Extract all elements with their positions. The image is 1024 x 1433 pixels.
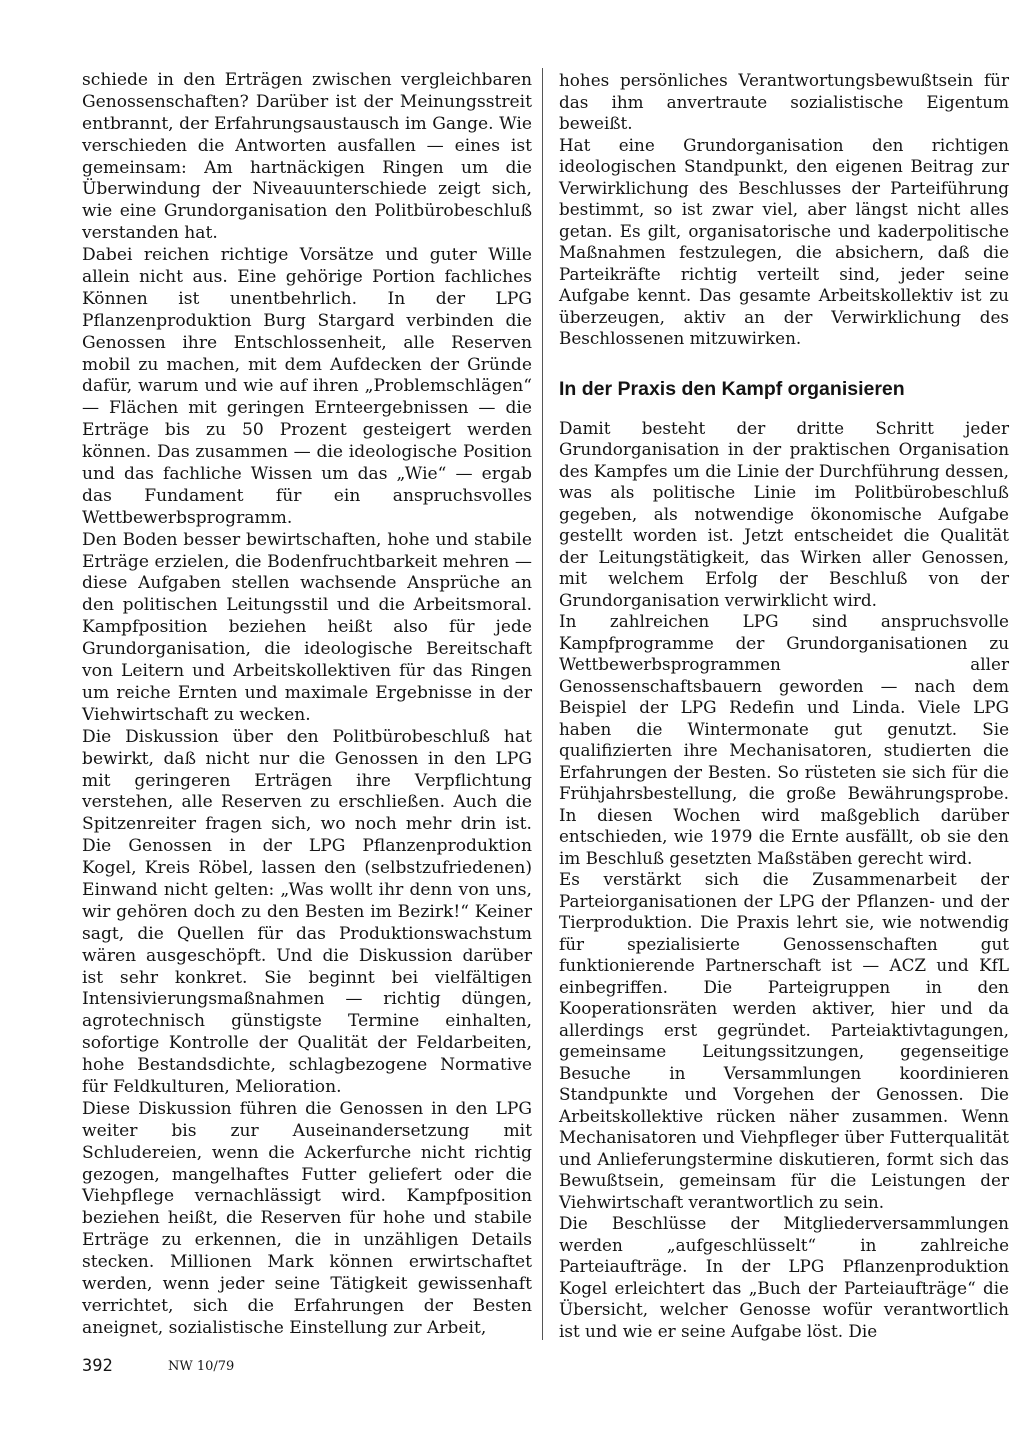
paragraph: Diese Diskussion führen die Genossen in den LPG weiter bis zur Auseinandersetzung mit Schludereien, wenn die Ackerfurche nicht richtig gezogen, mangelhaftes Futter geliefert oder die Viehpflege vernachlässigt wird. Kampfposition beziehen heißt, die Reserven für hohe und stabile Erträge zu erkennen, die in unzähligen Details stecken. Millionen Mark können erwirtschaftet werden, wenn jeder seine Tätigkeit gewissenhaft verrichtet, sich die Erfahrungen der Besten aneignet, sozialistische Einstellung zur Arbeit, (82, 1098, 532, 1338)
paragraph: Damit besteht der dritte Schritt jeder Grundorganisation in der praktischen Organisation des Kampfes um die Linie der Durchführung dessen, was als politische Linie im Politbürobeschluß gegeben, als notwendige ökonomische Aufgabe gestellt worden ist. Jetzt entscheidet die Qualität der Leitungstätigkeit, das Wirken aller Genossen, mit welchem Erfolg der Beschluß von der Grundorganisation verwirklicht wird. (559, 417, 1009, 610)
paragraph: Die Diskussion über den Politbürobeschluß hat bewirkt, daß nicht nur die Genossen in den LPG mit geringeren Erträgen ihre Verpflichtung verstehen, alle Reserven zu erschließen. Auch die Spitzenreiter fragen sich, wo noch mehr drin ist. Die Genossen in der LPG Pflanzenproduktion Kogel, Kreis Röbel, lassen den (selbstzufriedenen) Einwand nicht gelten: „Was wollt ihr denn von uns, wir gehören doch zu den Besten im Bezirk!“ Keiner sagt, die Quellen für das Produktionswachstum wären ausgeschöpft. Und die Diskussion darüber ist sehr konkret. Sie beginnt bei vielfältigen Intensivierungsmaßnahmen — richtig düngen, agrotechnisch günstigste Termine einhalten, sofortige Kontrolle der Qualität der Feldarbeiten, hohe Bestandsdichte, schlagbezogene Normative für Feldkulturen, Melioration. (82, 726, 532, 1097)
paragraph: schiede in den Erträgen zwischen vergleichbaren Genossenschaften? Darüber ist der Meinungsstreit entbrannt, der Erfahrungsaustausch im Gange. Wie verschieden die Antworten ausfallen — eines ist gemeinsam: Am hartnäckigen Ringen um die Überwindung der Niveauunterschiede zeigt sich, wie eine Grundorganisation den Politbürobeschluß verstanden hat. (82, 70, 532, 244)
section-heading: In der Praxis den Kampf organisieren (559, 377, 905, 400)
paragraph: hohes persönliches Verantwortungsbewußtsein für das ihm anvertraute sozialistische Eigentum beweißt. (559, 70, 1009, 133)
paragraph: In zahlreichen LPG sind anspruchsvolle Kampfprogramme der Grundorganisationen zu Wettbewerbsprogrammen aller Genossenschaftsbauern geworden — nach dem Beispiel der LPG Redefin und Linda. Viele LPG haben die Wintermonate gut genutzt. Sie qualifizierten ihre Mechanisatoren, studierten die Erfahrungen der Besten. So rüsteten sie sich für die Frühjahrsbestellung, die große Bewährungsprobe. In diesen Wochen wird maßgeblich darüber entschieden, wie 1979 die Ernte ausfällt, ob sie den im Beschluß gesetzten Maßstäben gerecht wird. (559, 611, 1009, 868)
paragraph: Die Beschlüsse der Mitgliederversammlungen werden „aufgeschlüsselt“ in zahlreiche Parteiaufträge. In der LPG Pflanzenproduktion Kogel erleichtert das „Buch der Parteiaufträge“ die Übersicht, welcher Genosse wofür verantwortlich ist und wie er seine Aufgabe löst. Die (559, 1213, 1009, 1341)
right-column (559, 70, 1009, 1342)
paragraph: Es verstärkt sich die Zusammenarbeit der Parteiorganisationen der LPG der Pflanzen- und der Tierproduktion. Die Praxis lehrt sie, wie notwendig für spezialisierte Genossenschaften gut funktionierende Partnerschaft ist — ACZ und KfL einbegriffen. Die Parteigruppen in den Kooperationsräten werden aktiver, hier und da allerdings erst gegründet. Parteiaktivtagungen, gemeinsame Leitungssitzungen, gegenseitige Besuche in Versammlungen koordinieren Standpunkte und Vorgehen der Genossen. Die Arbeitskollektive rücken näher zusammen. Wenn Mechanisatoren und Viehpfleger über Futterqualität und Anlieferungstermine diskutieren, formt sich das Bewußtsein, gemeinsam für die Leistungen der Viehwirtschaft verantwortlich zu sein. (559, 869, 1009, 1212)
page-number: 392 (82, 1356, 113, 1376)
paragraph: Dabei reichen richtige Vorsätze und guter Wille allein nicht aus. Eine gehörige Portion fachliches Können ist unentbehrlich. In der LPG Pflanzenproduktion Burg Stargard verbinden die Genossen ihre Entschlossenheit, alle Reserven mobil zu machen, mit dem Aufdecken der Gründe dafür, warum und wie auf ihren „Problemschlägen“ — Flächen mit geringen Ernteergebnissen — die Erträge bis zu 50 Prozent gesteigert werden können. Das zusammen — die ideologische Position und das fachliche Wissen um das „Wie“ — ergab das Fundament für ein anspruchsvolles Wettbewerbsprogramm. (82, 245, 532, 528)
column-divider (542, 68, 543, 1340)
journal-reference: NW 10/79 (168, 1359, 235, 1374)
paragraph: Hat eine Grundorganisation den richtigen ideologischen Standpunkt, den eigenen Beitrag zur Verwirklichung des Beschlusses der Parteiführung bestimmt, so ist zwar viel, aber längst nicht alles getan. Es gilt, organisatorische und kaderpolitische Maßnahmen festzulegen, die absichern, daß die Parteikräfte richtig verteilt sind, jeder seine Aufgabe kennt. Das gesamte Arbeitskollektiv ist zu überzeugen, aktiv an der Verwirklichung des Beschlossenen mitzuwirken. (559, 134, 1009, 348)
paragraph: Den Boden besser bewirtschaften, hohe und stabile Erträge erzielen, die Bodenfruchtbarkeit mehren — diese Aufgaben stellen wachsende Ansprüche an den politischen Leitungsstil und die Arbeitsmoral. Kampfposition beziehen heißt also für jede Grundorganisation, die ideologische Bereitschaft von Leitern und Arbeitskollektiven für das Ringen um reiche Ernten und maximale Ergebnisse in der Viehwirtschaft zu wecken. (82, 529, 532, 725)
left-column (82, 70, 532, 1340)
